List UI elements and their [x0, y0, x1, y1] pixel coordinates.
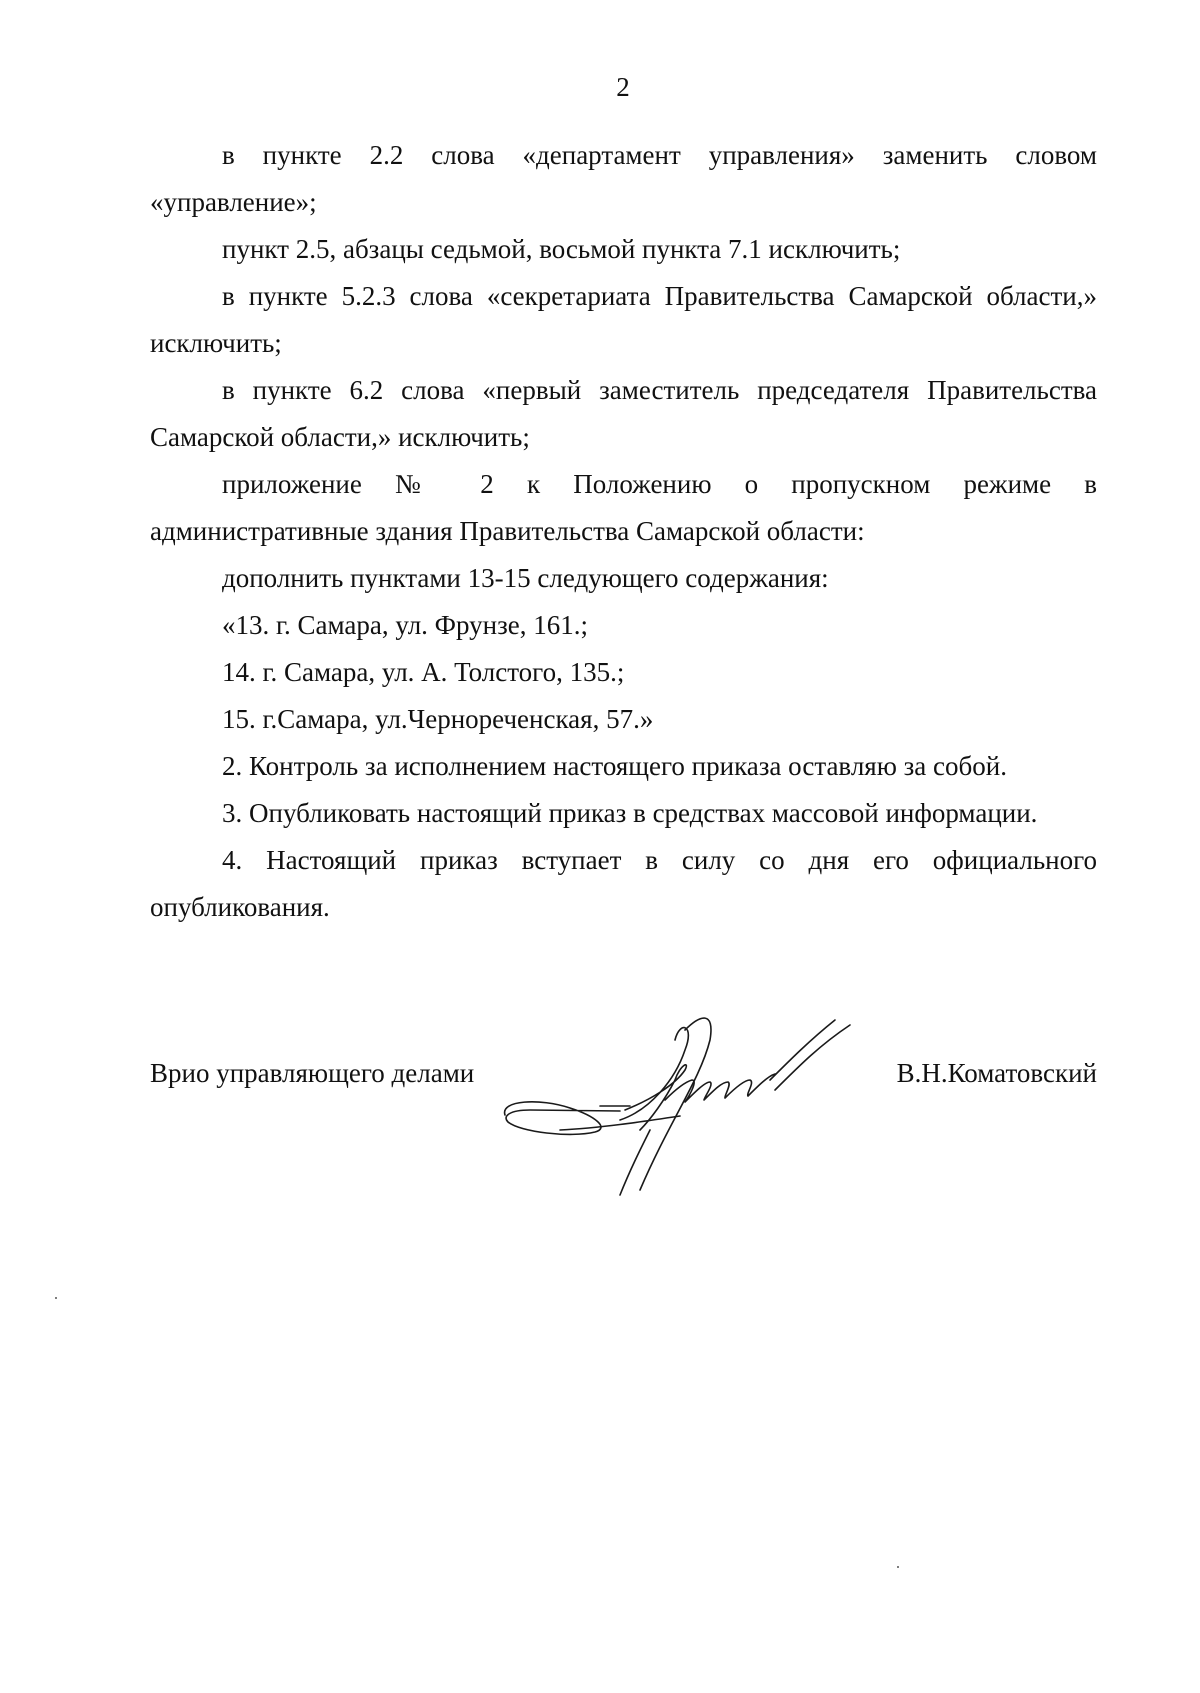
signatory-name: В.Н.Коматовский	[896, 1058, 1097, 1088]
paragraph-first-line: 4. Настоящий приказ вступает в силу со дня его официального	[222, 845, 1097, 875]
handwritten-signature-icon	[500, 1010, 920, 1200]
paragraph-continuation: Самарской области,» исключить;	[150, 422, 530, 452]
paragraph-text: 3. Опубликовать настоящий приказ в средствах массовой информации.	[222, 798, 1038, 828]
paragraph-first-line: в пункте 2.2 слова «департамент управления» заменить словом	[222, 140, 1097, 170]
scan-speck	[55, 1297, 57, 1299]
paragraph-text: 14. г. Самара, ул. А. Толстого, 135.;	[222, 657, 625, 687]
paragraph-first-line: приложение № 2 к Положению о пропускном режиме в	[222, 469, 1097, 499]
paragraph-continuation: административные здания Правительства Самарской области:	[150, 516, 865, 546]
scan-speck	[897, 1566, 899, 1568]
paragraph-add-items	[150, 555, 1097, 602]
paragraph-effective	[150, 837, 1097, 931]
list-item-15	[150, 696, 1097, 743]
paragraph-continuation: «управление»;	[150, 187, 317, 217]
paragraph-text: пункт 2.5, абзацы седьмой, восьмой пункта 7.1 исключить;	[222, 234, 901, 264]
paragraph-control	[150, 743, 1097, 790]
paragraph-first-line: в пункте 6.2 слова «первый заместитель председателя Правительства	[222, 375, 1097, 405]
paragraph-text: 15. г.Самара, ул.Чернореченская, 57.»	[222, 704, 654, 734]
paragraph-item-2-2	[150, 132, 1097, 226]
paragraph-first-line: в пункте 5.2.3 слова «секретариата Правительства Самарской области,»	[222, 281, 1097, 311]
paragraph-text: 2. Контроль за исполнением настоящего приказа оставляю за собой.	[222, 751, 1007, 781]
paragraph-item-2-5	[150, 226, 1097, 273]
list-item-14	[150, 649, 1097, 696]
paragraph-continuation: опубликования.	[150, 892, 330, 922]
paragraph-appendix-2	[150, 461, 1097, 555]
paragraph-text: дополнить пунктами 13-15 следующего содержания:	[222, 563, 829, 593]
paragraph-item-6-2	[150, 367, 1097, 461]
signatory-title: Врио управляющего делами	[150, 1058, 475, 1088]
list-item-13	[150, 602, 1097, 649]
document-body	[150, 132, 1097, 931]
paragraph-continuation: исключить;	[150, 328, 282, 358]
signature-row	[150, 1057, 1097, 1097]
page-number: 2	[616, 72, 630, 102]
paragraph-text: «13. г. Самара, ул. Фрунзе, 161.;	[222, 610, 589, 640]
paragraph-item-5-2-3	[150, 273, 1097, 367]
paragraph-publish	[150, 790, 1097, 837]
